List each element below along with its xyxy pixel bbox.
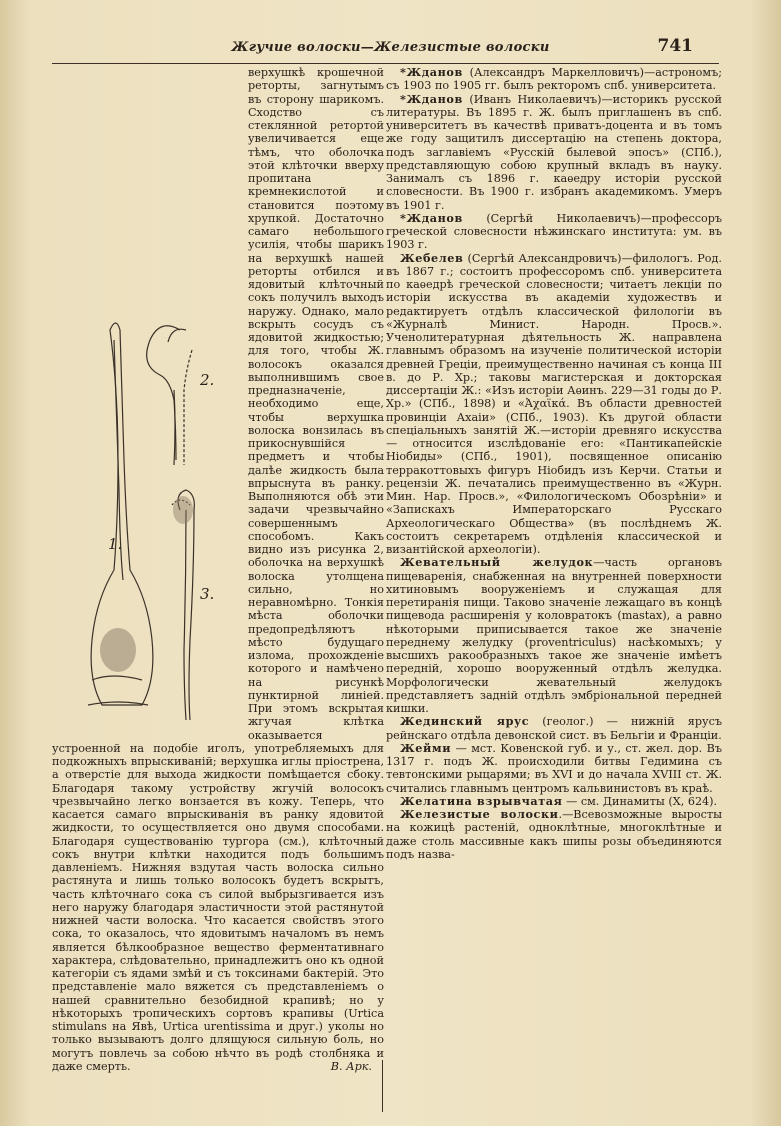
- entry-zhebelev: [386, 252, 722, 557]
- figure-label-2: 2.: [200, 371, 215, 389]
- headword: *Жданов: [400, 210, 463, 225]
- entry-zhdanov-alexander: [386, 66, 722, 93]
- headword: Жединский ярус: [400, 714, 530, 729]
- headword: *Жданов: [400, 65, 463, 79]
- entry-gedinnian-stage: [386, 715, 722, 742]
- headword: Желатина взрывчатая: [400, 793, 563, 808]
- entry-text: .—Всевозможные выросты на кожицѣ растеній, одноклѣтные, многоклѣтные и даже столь массивные какъ шипы розы объединяются подъ назва-: [386, 808, 722, 861]
- entry-text: (Сергѣй Николаевичъ)—профессоръ греческой словесности нѣжинскаго института: ум. въ 1903 г.: [386, 211, 722, 252]
- headword: Жебелев: [400, 250, 464, 265]
- right-column: [386, 66, 722, 861]
- page-header: [0, 36, 781, 60]
- headword: Железистые волоски: [400, 807, 559, 821]
- entry-zheimi: [386, 742, 722, 795]
- entry-text: —часть органовъ пищеваренія, снабженная на внутренней поверхности хитиновымъ вооруженіемъ и служащая для перетиранія пищи. Таково значеніе лежащаго въ концѣ пищевода расширенія у коловратокъ (mastax), а равно нѣкоторыми приписывается такое же значеніе переднему желудку (proventriculus) насѣкомыхъ; у высшихъ ракообразныхъ такое же значеніе имѣетъ передній, хорошо вооруженный отдѣлъ желудка. Морфологически жевательный желудокъ представляетъ задній отдѣлъ эмбріональной передней кишки.: [386, 556, 722, 715]
- entry-explosive-gelatin: [386, 795, 722, 808]
- headword: Жейми: [400, 740, 452, 755]
- left-paragraph: верхушкѣ крошечной реторты, загнутымъ въ сторону шарикомъ. Сходство съ стеклянной ретортой увеличивается еще тѣмъ, что оболочка этой клѣточки вверху пропитана кремнекислотой и становится поэтому хрупкой. Достаточно самаго небольшого усилія, чтобы шарикъ на верхушкѣ нашей реторты отбился и ядовитый клѣточный сокъ получилъ выходъ наружу. Однако, мало вскрыть сосудъ съ ядовитой жидкостью; для того, чтобы Ж. волосокъ оказался выполнившимъ свое предназначеніе, необходимо еще, чтобы верхушка волоска вонзилась въ прикоснувшійся предметъ и чтобы далѣе жидкость была впрыснута въ ранку. Выполняются обѣ эти задачи чрезвычайно совершеннымъ способомъ. Какъ видно изъ рисунка 2, оболочка на верхушкѣ волоска утолщена сильно, но неравномѣрно. Тонкія мѣста оболочки предопредѣляютъ мѣсто будущаго излома, прохожденіе которого и намѣчено на рисункѣ пунктирной линіей. При этомъ вскрытая жгучая клѣтка оказывается устроенной на подобіе иголъ, употребляемыхъ для подкожныхъ впрыскиваній; верхушка иглы пріострена, а отверстіе для выхода жидкости помѣщается сбоку. Благодаря такому устройству жгучій волосокъ чрезвычайно легко вонзается въ кожу. Теперь, что касается самаго впрыскиванія въ ранку ядовитой жидкости, то осуществляется оно двумя способами. Благодаря существованію тургора (см.), клѣточный сокъ внутри клѣтки находится подъ большимъ давленіемъ. Нижняя вздутая часть волоска сильно растянута и лишь только волосокъ будетъ вскрытъ, часть клѣточнаго сока съ силой выбрызгивается изъ него наружу благодаря эластичности этой растянутой нижней части волоска. Что касается свойствъ этого сока, то оказалось, что ядовитымъ началомъ въ немъ является бѣлкообразное вещество ферментативнаго характера, слѣдовательно, принадлежитъ оно къ одной категоріи съ ядами змѣй и съ токсинами бактерій. Это представленіе мало вяжется съ представленіемъ о нашей сравнительно безобидной крапивѣ; но у нѣкоторыхъ тропическихъ сортовъ крапивы (Urtica stimulans на Явѣ, Urtica urentissima и друг.) уколы но только вызываютъ долго длящуюся сильную боль, но могутъ повлечь за собою нѣчто въ родѣ столбняка и даже смерть.: [52, 66, 384, 1073]
- running-title: Жгучие волоски—Железистые волоски: [231, 40, 550, 55]
- headword: *Жданов: [400, 91, 463, 106]
- headword: Жевательный желудок: [400, 555, 594, 570]
- entry-text: (Сергѣй Александровичъ)—филологъ. Род. въ 1867 г.; состоитъ профессоромъ спб. университета по каѳедрѣ греческой словесности; читаетъ лекціи по исторіи искусства въ академіи художествъ и редактируетъ отдѣлъ классической филологіи въ «Журналѣ Минист. Народн. Просв.». Ученолитературная дѣятельность Ж. направлена главнымъ образомъ на изученіе политической исторіи древней Греціи, преимущественно начиная съ конца III в. до Р. Хр.; таковы магистерская и докторская диссертаціи Ж.: «Изъ исторіи Аѳинъ. 229—31 годы до Р. Хр.» (СПб., 1898) и «Ἀχαϊκά. Въ области древностей провинціи Ахаіи» (СПб., 1903). Къ другой области спеціальныхъ занятій Ж.—исторіи древняго искусства — относится изслѣдованіе его: «Пантикапейскіе Ніобиды» (СПб., 1901), посвященное описанію терракоттовыхъ фигуръ Ніобидъ изъ Керчи. Статьи и рецензіи Ж. печатались преимущественно въ «Журн. Мин. Нар. Просв.», «Филологическомъ Обозрѣніи» и «Запискахъ Императорскаго Русскаго Археологическаго Общества» (въ послѣднемъ Ж. состоитъ секретаремъ отдѣленія классической и византійской археологіи).: [386, 251, 722, 556]
- page-number: 741: [657, 36, 693, 56]
- entry-text: (Иванъ Николаевичъ)—историкъ русской литературы. Въ 1895 г. Ж. былъ приглашенъ въ спб. университетъ въ качествѣ приватъ-доцента и въ томъ же году защитилъ диссертацію на степень доктора, подъ заглавіемъ «Русскій былевой эпосъ» (СПб.), представляющую собою крупный вкладъ въ науку. Занималъ съ 1896 г. каѳедру исторіи русской словесности. Въ 1900 г. избранъ академикомъ. Умеръ въ 1901 г.: [386, 92, 722, 212]
- entry-text: — см. Динамиты (X, 624).: [562, 794, 718, 808]
- signature-text: В. Арк.: [330, 1060, 372, 1073]
- figure-label-1: 1.: [108, 535, 123, 553]
- entry-text: (геолог.) — нижній ярусъ рейнскаго отдѣла девонской сист. въ Бельгіи и Франціи.: [386, 715, 722, 742]
- entry-text: (Александръ Маркелловичъ)—астрономъ; съ 1903 по 1905 гг. былъ ректоромъ спб. университета.: [386, 66, 722, 93]
- header-rule: [52, 63, 719, 64]
- entry-glandular-hairs: [386, 808, 722, 861]
- figure-label-3: 3.: [200, 585, 215, 603]
- entry-chewing-stomach: [386, 556, 722, 715]
- column-rule: [382, 1060, 383, 1112]
- entry-zhdanov-sergei: [386, 212, 722, 252]
- entry-text: — мст. Ковенской губ. и у., ст. жел. дор. Въ 1317 г. подъ Ж. происходили битвы Гедимина съ тевтонскими рыцарями; въ XVI и до начала XVIII ст. Ж. считались главнымъ центромъ кальвинистовъ въ краѣ.: [386, 741, 722, 795]
- entry-zhdanov-ivan: [386, 93, 722, 212]
- left-column: [52, 66, 384, 1073]
- stinging-hair-figure: [52, 310, 242, 730]
